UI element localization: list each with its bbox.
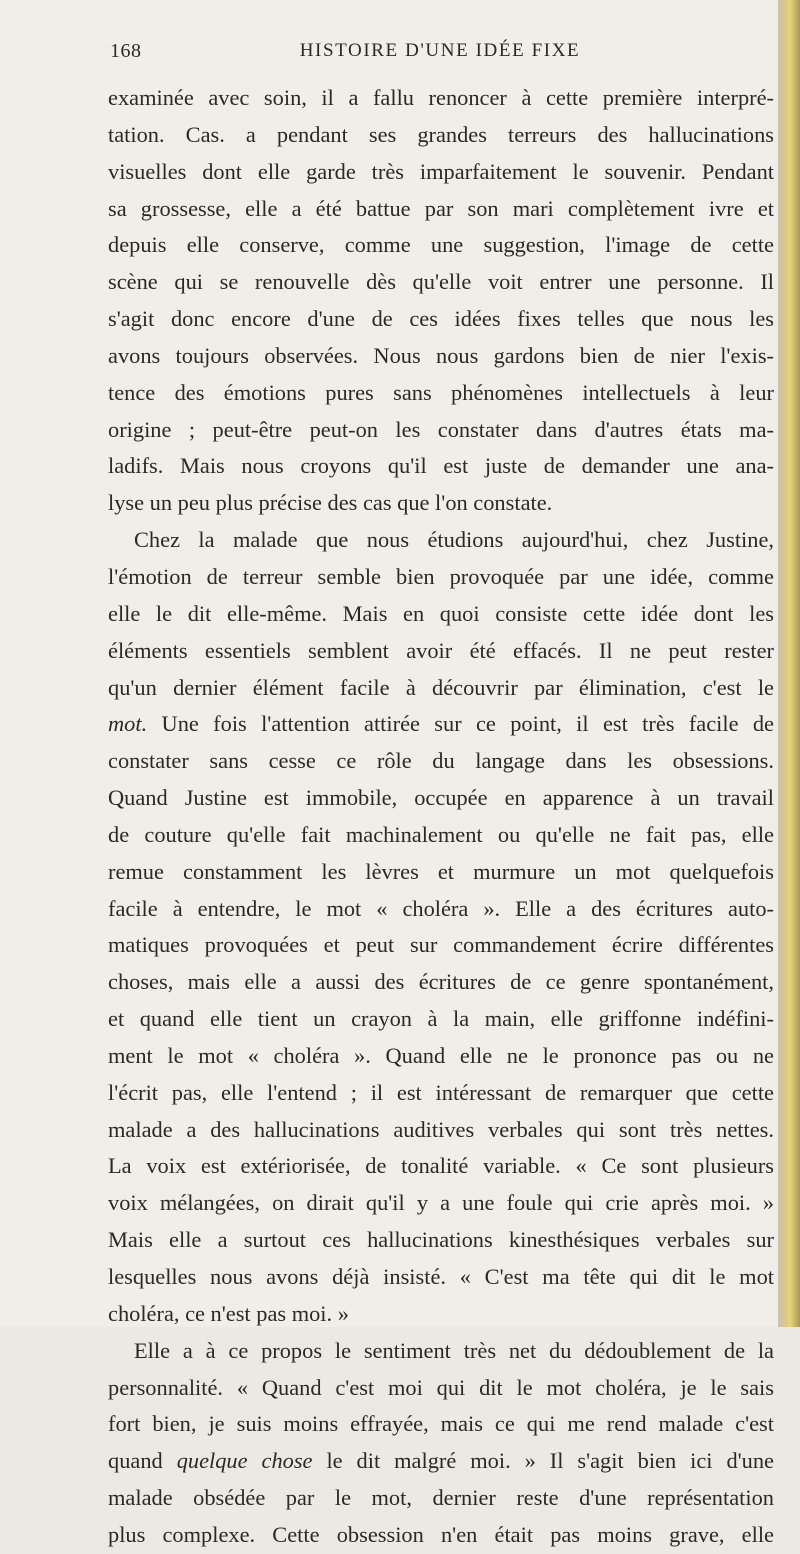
text-line: scène qui se renouvelle dès qu'elle voit entrer une personne. Il (108, 269, 774, 295)
text-line: Quand Justine est immobile, occupée en apparence à un travail (108, 785, 774, 811)
text-line: Mais elle a surtout ces hallucinations kinesthésiques verbales sur (108, 1227, 774, 1253)
book-spine-edge (778, 0, 800, 1327)
text-line: matiques provoquées et peut sur commandement écrire différentes (108, 932, 774, 958)
text-line: choléra, ce n'est pas moi. » (108, 1300, 349, 1326)
text-line: choses, mais elle a aussi des écritures de ce genre spontanément, (108, 969, 774, 995)
text-line: tence des émotions pures sans phénomènes intellectuels à leur (108, 379, 774, 405)
text-line: facile à entendre, le mot « choléra ». Elle a des écritures auto- (108, 895, 774, 921)
text-line (108, 1443, 774, 1480)
text-line: sa grossesse, elle a été battue par son mari complètement ivre et (108, 195, 774, 221)
emphasis-text: mot. (108, 711, 148, 737)
text-line: l'écrit pas, elle l'entend ; il est intéressant de remarquer que cette (108, 1079, 774, 1105)
paragraph-start: Elle a à ce propos le sentiment très net du dédoublement de la (134, 1337, 774, 1363)
text-line: personnalité. « Quand c'est moi qui dit le mot choléra, je le sais (108, 1374, 774, 1400)
text-line: de couture qu'elle fait machinalement ou qu'elle ne fait pas, elle (108, 821, 774, 847)
emphasis-text: quelque chose (176, 1448, 313, 1474)
text-line: l'émotion de terreur semble bien provoquée par une idée, comme (108, 563, 774, 589)
text-line: malade obsédée par le mot, dernier reste d'une représentation (108, 1485, 774, 1511)
text-line: ment le mot « choléra ». Quand elle ne le prononce pas ou ne (108, 1042, 774, 1068)
text-fragment: quand (108, 1448, 163, 1474)
text-line: depuis elle conserve, comme une suggestion, l'image de cette (108, 232, 774, 258)
page-number: 168 (110, 40, 142, 62)
text-line: origine ; peut-être peut-on les constater dans d'autres états ma- (108, 416, 774, 442)
text-line: La voix est extériorisée, de tonalité variable. « Ce sont plusieurs (108, 1153, 774, 1179)
text-line: plus complexe. Cette obsession n'en était pas moins grave, elle (108, 1521, 774, 1547)
text-line: lesquelles nous avons déjà insisté. « C'est ma tête qui dit le mot (108, 1264, 774, 1289)
text-line: s'agit donc encore d'une de ces idées fixes telles que nous les (108, 306, 774, 332)
text-fragment: le dit malgré moi. » Il s'agit bien ici d'une (326, 1448, 774, 1474)
text-line: avons toujours observées. Nous nous gardons bien de nier l'exis- (108, 342, 774, 368)
text-line: remue constamment les lèvres et murmure un mot quelquefois (108, 858, 774, 884)
text-line: tation. Cas. a pendant ses grandes terreurs des hallucinations (108, 121, 774, 147)
text-line: fort bien, je suis moins effrayée, mais ce qui me rend malade c'est (108, 1411, 774, 1437)
text-line: visuelles dont elle garde très imparfaitement le souvenir. Pendant (108, 158, 774, 184)
text-line: mot. Une fois l'attention attirée sur ce point, il est très facile de (108, 711, 774, 737)
text-line: qu'un dernier élément facile à découvrir par élimination, c'est le (108, 674, 774, 700)
body-text (108, 80, 774, 1554)
text-line: examinée avec soin, il a fallu renoncer à cette première interpré- (108, 85, 774, 110)
paragraph-start: Chez la malade que nous étudions aujourd'hui, chez Justine, (134, 527, 774, 553)
text-line: et quand elle tient un crayon à la main, elle griffonne indéfini- (108, 1006, 774, 1032)
running-title: HISTOIRE D'UNE IDÉE FIXE (299, 40, 581, 61)
text-line: voix mélangées, on dirait qu'il y a une foule qui crie après moi. » (108, 1190, 774, 1216)
text-line: constater sans cesse ce rôle du langage dans les obsessions. (108, 748, 774, 774)
text-line: ladifs. Mais nous croyons qu'il est juste de demander une ana- (108, 453, 774, 479)
text-line: elle le dit elle-même. Mais en quoi consiste cette idée dont les (108, 600, 774, 626)
text-line: lyse un peu plus précise des cas que l'on constate. (108, 490, 553, 516)
text-line: éléments essentiels semblent avoir été effacés. Il ne peut rester (108, 637, 774, 663)
page-header (110, 40, 770, 74)
text-line: malade a des hallucinations auditives verbales qui sont très nettes. (108, 1116, 774, 1142)
